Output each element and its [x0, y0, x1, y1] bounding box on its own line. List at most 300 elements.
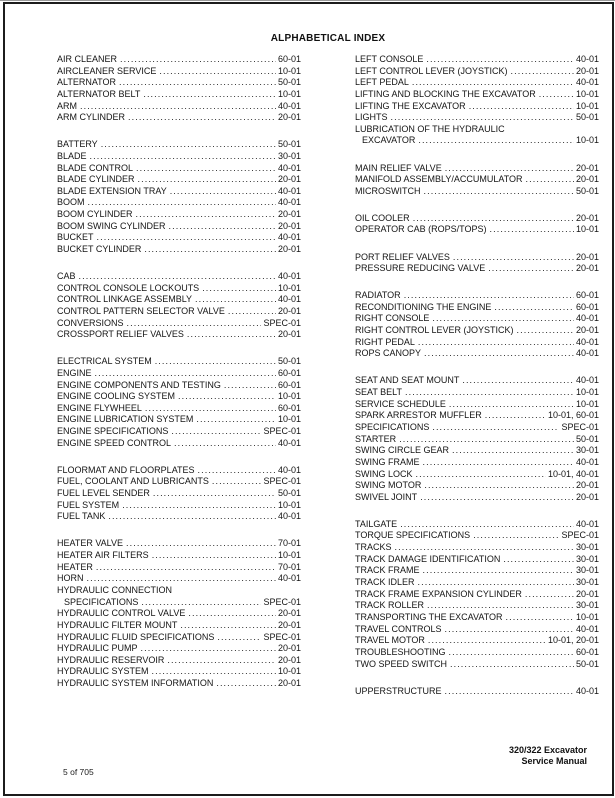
index-entry	[355, 101, 599, 113]
index-entry	[57, 391, 301, 403]
index-entry	[57, 197, 301, 209]
index-entry	[57, 112, 301, 124]
dot-leader	[95, 368, 276, 380]
entry-page-number: 40-01	[575, 375, 599, 386]
index-entry	[355, 290, 599, 302]
entry-label: BOOM SWING CYLINDER	[57, 220, 166, 231]
dot-leader	[97, 232, 276, 244]
entry-page-number: 40-01	[575, 518, 599, 529]
dot-leader	[445, 624, 574, 636]
entry-label: ARM	[57, 100, 77, 111]
entry-page-number: 10-01, 20-01	[547, 635, 599, 646]
dot-leader	[539, 89, 574, 101]
entry-page-number: 20-01	[277, 220, 301, 231]
entry-page-number: SPEC-01	[263, 596, 301, 607]
entry-page-number: 40-01	[277, 573, 301, 584]
entry-page-number: 20-01	[575, 491, 599, 502]
entry-page-number: 40-01	[277, 294, 301, 305]
entry-label: LUBRICATION OF THE HYDRAULIC	[355, 123, 505, 134]
index-section	[355, 290, 599, 360]
index-entry	[57, 221, 301, 233]
index-section	[57, 538, 301, 689]
dot-leader	[453, 252, 574, 264]
index-entry	[355, 313, 599, 325]
entry-label: HYDRAULIC FLUID SPECIFICATIONS	[57, 631, 215, 642]
index-entry	[355, 565, 599, 577]
entry-label: HYDRAULIC PUMP	[57, 643, 138, 654]
entry-label: BUCKET CYLINDER	[57, 244, 142, 254]
index-entry	[57, 318, 301, 330]
entry-label: MANIFOLD ASSEMBLY/ACCUMULATOR	[355, 174, 523, 185]
entry-label: FUEL, COOLANT AND LUBRICANTS	[57, 476, 209, 487]
index-entry	[57, 414, 301, 426]
entry-label: BLADE CONTROL	[57, 162, 134, 173]
entry-page-number: 10-01	[277, 499, 301, 510]
entry-label: HEATER VALVE	[57, 538, 124, 549]
index-entry	[355, 213, 599, 225]
index-entry	[57, 306, 301, 318]
dot-leader	[503, 554, 574, 566]
dot-leader	[143, 89, 276, 101]
dot-leader	[423, 565, 574, 577]
dot-leader	[136, 209, 276, 221]
dot-leader	[418, 135, 574, 147]
entry-label: LEFT CONSOLE	[355, 54, 424, 64]
entry-label: HYDRAULIC SYSTEM INFORMATION	[57, 678, 214, 689]
dot-leader	[418, 577, 574, 589]
entry-page-number: 10-01	[277, 88, 301, 99]
entry-page-number: 10-01	[277, 414, 301, 425]
entry-page-number: 20-01	[575, 251, 599, 262]
index-entry	[57, 174, 301, 186]
entry-label: BOOM CYLINDER	[57, 209, 133, 220]
entry-label: TRACK FRAME	[355, 565, 420, 576]
index-entry	[355, 325, 599, 337]
dot-leader	[473, 530, 559, 542]
dot-leader	[195, 294, 276, 306]
entry-label: LIFTING AND BLOCKING THE EXCAVATOR	[355, 88, 536, 99]
dot-leader	[445, 163, 574, 175]
document-title	[509, 745, 587, 767]
dot-leader	[420, 492, 574, 504]
entry-page-number: 40-01	[277, 185, 301, 196]
entry-page-number: 10-01	[277, 65, 301, 76]
dot-leader	[128, 112, 276, 124]
index-section	[355, 252, 599, 275]
entry-page-number: 60-01	[277, 54, 301, 64]
entry-page-number: 30-01	[575, 553, 599, 564]
entry-page-number: 40-01	[277, 232, 301, 243]
entry-page-number: 20-01	[575, 162, 599, 173]
index-entry	[355, 252, 599, 264]
index-entry	[355, 422, 599, 434]
index-entry	[355, 445, 599, 457]
index-section	[355, 686, 599, 698]
entry-label: UPPERSTRUCTURE	[355, 685, 442, 696]
scan-edge	[0, 0, 615, 1]
entry-label: MAIN RELIEF VALVE	[355, 162, 442, 173]
dot-leader	[488, 263, 574, 275]
entry-label: ALTERNATOR	[57, 77, 117, 88]
entry-label: OIL COOLER	[355, 212, 410, 223]
dot-leader	[127, 318, 262, 330]
entry-page-number: 20-01	[575, 263, 599, 274]
entry-label: RIGHT CONTROL LEVER (JOYSTICK)	[355, 325, 514, 336]
index-section	[355, 163, 599, 198]
dot-leader	[432, 313, 574, 325]
entry-label: MICROSWITCH	[355, 185, 421, 196]
dot-leader	[101, 139, 276, 151]
doc-title-line2: Service Manual	[521, 756, 587, 766]
entry-page-number: 30-01	[575, 565, 599, 576]
entry-label: PORT RELIEF VALVES	[355, 251, 450, 262]
index-section	[355, 519, 599, 670]
dot-leader	[506, 612, 574, 624]
index-entry	[355, 163, 599, 175]
entry-page-number: 20-01	[277, 608, 301, 619]
index-entry	[355, 457, 599, 469]
entry-label: ENGINE SPEED CONTROL	[57, 437, 172, 448]
entry-page-number: SPEC-01	[561, 421, 599, 432]
entry-label: TRAVEL CONTROLS	[355, 623, 442, 634]
index-entry	[355, 480, 599, 492]
index-entry	[355, 387, 599, 399]
index-entry	[57, 511, 301, 523]
entry-page-number: 30-01	[575, 600, 599, 611]
index-entry	[355, 659, 599, 671]
entry-page-number: 20-01	[277, 678, 301, 689]
dot-leader	[120, 54, 276, 66]
index-entry	[355, 375, 599, 387]
entry-label: AIRCLEANER SERVICE	[57, 65, 157, 76]
entry-page-number: 10-01	[277, 550, 301, 561]
entry-page-number: 10-01, 40-01	[547, 468, 599, 479]
entry-label: SWING FRAME	[355, 456, 420, 467]
dot-leader	[424, 186, 574, 198]
entry-page-number: 70-01	[277, 538, 301, 549]
entry-page-number: SPEC-01	[561, 530, 599, 541]
dot-leader	[405, 387, 574, 399]
index-entry	[57, 151, 301, 163]
entry-page-number: 20-01	[575, 588, 599, 599]
entry-page-number: 20-01	[575, 325, 599, 336]
entry-page-number: 10-01	[575, 611, 599, 622]
entry-label: CONVERSIONS	[57, 317, 124, 328]
dot-leader	[404, 290, 574, 302]
index-entry	[355, 224, 599, 236]
entry-label: STARTER	[355, 433, 397, 444]
entry-label: BLADE CYLINDER	[57, 174, 135, 185]
entry-page-number: 40-01	[575, 348, 599, 359]
entry-label: RIGHT CONSOLE	[355, 313, 430, 324]
index-column-right	[355, 54, 599, 697]
index-entry	[57, 139, 301, 151]
index-column-left	[57, 54, 301, 697]
entry-page-number: 20-01	[277, 305, 301, 316]
dot-leader	[494, 302, 574, 314]
dot-leader	[469, 101, 574, 113]
entry-label: ENGINE COMPONENTS AND TESTING	[57, 379, 221, 390]
index-entry	[57, 488, 301, 500]
index-entry	[57, 643, 301, 655]
entry-page-number: 50-01	[575, 658, 599, 669]
dot-leader	[167, 655, 276, 667]
entry-label: BATTERY	[57, 139, 98, 150]
index-section	[355, 213, 599, 236]
dot-leader	[462, 375, 574, 387]
entry-label: RIGHT PEDAL	[355, 336, 415, 347]
index-entry	[355, 492, 599, 504]
entry-page-number: 20-01	[575, 65, 599, 76]
entry-page-number: 60-01	[575, 301, 599, 312]
dot-leader	[96, 562, 276, 574]
dot-leader	[171, 426, 261, 438]
index-entry	[355, 186, 599, 198]
entry-label: OPERATOR CAB (ROPS/TOPS)	[355, 224, 487, 235]
entry-label: SWING CIRCLE GEAR	[355, 445, 450, 456]
entry-label: TRACKS	[355, 542, 392, 553]
entry-page-number: 10-01	[277, 282, 301, 293]
dot-leader	[152, 550, 276, 562]
entry-label: HYDRAULIC RESERVOIR	[57, 654, 165, 665]
dot-leader	[395, 542, 574, 554]
index-entry	[57, 232, 301, 244]
index-entry	[355, 542, 599, 554]
entry-label: TAILGATE	[355, 518, 398, 529]
entry-page-number: 10-01	[575, 135, 599, 146]
entry-label: TRACK IDLER	[355, 577, 415, 588]
entry-label: SPARK ARRESTOR MUFFLER	[355, 410, 482, 421]
doc-title-line1: 320/322 Excavator	[508, 745, 587, 755]
entry-page-number: 50-01	[575, 112, 599, 123]
dot-leader	[517, 325, 574, 337]
entry-page-number: 40-01	[277, 464, 301, 475]
dot-leader	[450, 659, 574, 671]
index-entry	[355, 469, 599, 481]
index-entry	[57, 678, 301, 690]
entry-label: HYDRAULIC FILTER MOUNT	[57, 619, 178, 630]
entry-label: FUEL SYSTEM	[57, 499, 120, 510]
index-entry	[355, 554, 599, 566]
dot-leader	[90, 151, 276, 163]
dot-leader	[138, 174, 276, 186]
index-entry	[355, 589, 599, 601]
entry-page-number: 20-01	[575, 212, 599, 223]
entry-page-number: 60-01	[575, 290, 599, 301]
entry-label: SERVICE SCHEDULE	[355, 398, 446, 409]
dot-leader	[141, 597, 261, 609]
dot-leader	[224, 380, 276, 392]
entry-label: HEATER	[57, 561, 93, 572]
entry-page-number: 10-01	[575, 387, 599, 398]
entry-label: LEFT CONTROL LEVER (JOYSTICK)	[355, 65, 508, 76]
index-entry	[355, 174, 599, 186]
dot-leader	[445, 686, 574, 698]
index-entry	[355, 54, 599, 66]
dot-leader	[212, 476, 262, 488]
dot-leader	[424, 348, 574, 360]
index-entry	[355, 612, 599, 624]
entry-page-number: 50-01	[277, 77, 301, 88]
page-number: 5 of 705	[63, 767, 94, 777]
dot-leader	[412, 77, 574, 89]
index-entry	[57, 538, 301, 550]
entry-page-number: 60-01	[277, 379, 301, 390]
dot-leader	[427, 600, 574, 612]
entry-page-number: 30-01	[575, 445, 599, 456]
entry-page-number: 50-01	[277, 139, 301, 150]
entry-label: SWING MOTOR	[355, 480, 422, 491]
dot-leader	[159, 66, 276, 78]
entry-label: SEAT BELT	[355, 387, 403, 398]
entry-page-number: 70-01	[277, 561, 301, 572]
index-entry	[355, 135, 599, 147]
entry-label: TRAVEL MOTOR	[355, 635, 425, 646]
entry-label: BLADE	[57, 150, 87, 161]
dot-leader	[424, 480, 574, 492]
entry-label: TRANSPORTING THE EXCAVATOR	[355, 611, 503, 622]
index-entry	[57, 356, 301, 368]
dot-leader	[490, 224, 574, 236]
entry-page-number: SPEC-01	[263, 426, 301, 437]
entry-page-number: 60-01	[277, 402, 301, 413]
entry-label: AIR CLEANER	[57, 54, 118, 64]
dot-leader	[180, 620, 276, 632]
entry-label: TRACK FRAME EXPANSION CYLINDER	[355, 588, 522, 599]
entry-page-number: 20-01	[277, 209, 301, 220]
entry-label: BUCKET	[57, 232, 94, 243]
index-entry	[355, 348, 599, 360]
entry-page-number: 10-01	[575, 224, 599, 235]
entry-label: ENGINE FLYWHEEL	[57, 402, 142, 413]
entry-label: RADIATOR	[355, 290, 401, 301]
entry-label: ALTERNATOR BELT	[57, 88, 141, 99]
dot-leader	[119, 77, 276, 89]
entry-label: EXCAVATOR	[362, 135, 416, 146]
entry-label: HYDRAULIC CONTROL VALVE	[57, 608, 186, 619]
entry-page-number: SPEC-01	[263, 631, 301, 642]
entry-page-number: 40-01	[575, 623, 599, 634]
entry-label: TWO SPEED SWITCH	[355, 658, 447, 669]
dot-leader	[170, 186, 276, 198]
entry-page-number: 20-01	[277, 112, 301, 123]
dot-leader	[80, 101, 276, 113]
index-entry	[355, 124, 599, 136]
entry-label: ARM CYLINDER	[57, 112, 126, 123]
entry-label: FLOORMAT AND FLOORPLATES	[57, 464, 195, 475]
index-entry	[57, 655, 301, 667]
dot-leader	[217, 632, 261, 644]
entry-page-number: 40-01	[575, 77, 599, 88]
entry-label: TROUBLESHOOTING	[355, 646, 446, 657]
index-entry	[355, 263, 599, 275]
entry-page-number: 20-01	[277, 244, 301, 254]
entry-label: SEAT AND SEAT MOUNT	[355, 375, 460, 386]
entry-page-number: 20-01	[575, 174, 599, 185]
dot-leader	[155, 356, 276, 368]
index-entry	[57, 283, 301, 295]
index-entry	[57, 597, 301, 609]
entry-label: CONTROL CONSOLE LOCKOUTS	[57, 282, 200, 293]
index-columns	[57, 54, 599, 697]
index-section	[57, 139, 301, 255]
index-entry	[57, 562, 301, 574]
entry-page-number: 50-01	[575, 185, 599, 196]
index-entry	[355, 89, 599, 101]
dot-leader	[126, 538, 276, 550]
dot-leader	[423, 457, 574, 469]
entry-page-number: 60-01	[277, 367, 301, 378]
index-entry	[57, 271, 301, 283]
index-entry	[355, 112, 599, 124]
page-title: ALPHABETICAL INDEX	[270, 33, 386, 44]
entry-page-number: 10-01	[277, 391, 301, 402]
index-entry	[57, 550, 301, 562]
index-section	[57, 54, 301, 124]
entry-label: SPECIFICATIONS	[355, 421, 430, 432]
entry-label: CAB	[57, 271, 76, 282]
index-section	[57, 465, 301, 523]
dot-leader	[418, 337, 574, 349]
entry-page-number: 50-01	[575, 433, 599, 444]
dot-leader	[188, 608, 276, 620]
index-entry	[57, 438, 301, 450]
index-entry	[57, 632, 301, 644]
dot-leader	[144, 244, 276, 256]
index-entry	[57, 608, 301, 620]
dot-leader	[108, 511, 276, 523]
entry-label: CONTROL PATTERN SELECTOR VALVE	[57, 305, 225, 316]
entry-label: HYDRAULIC CONNECTION	[57, 584, 173, 595]
dot-leader	[216, 678, 276, 690]
index-entry	[355, 399, 599, 411]
entry-label: SPECIFICATIONS	[64, 596, 139, 607]
index-entry	[57, 101, 301, 113]
entry-label: CROSSPORT RELIEF VALVES	[57, 329, 184, 340]
index-entry	[57, 89, 301, 101]
entry-label: BOOM	[57, 197, 85, 208]
dot-leader	[525, 589, 574, 601]
index-entry	[57, 66, 301, 78]
index-entry	[355, 519, 599, 531]
dot-leader	[449, 399, 574, 411]
index-entry	[57, 585, 301, 597]
index-entry	[57, 476, 301, 488]
dot-leader	[400, 519, 574, 531]
entry-page-number: 40-01	[575, 685, 599, 696]
entry-label: ENGINE SPECIFICATIONS	[57, 426, 169, 437]
entry-label: TRACK ROLLER	[355, 600, 425, 611]
dot-leader	[88, 197, 276, 209]
entry-page-number: SPEC-01	[263, 317, 301, 328]
entry-label: FUEL TANK	[57, 511, 106, 522]
index-entry	[355, 302, 599, 314]
entry-label: HYDRAULIC SYSTEM	[57, 666, 149, 677]
dot-leader	[152, 666, 276, 678]
entry-label: TORQUE SPECIFICATIONS	[355, 530, 471, 541]
entry-page-number: 40-01	[277, 100, 301, 111]
index-entry	[355, 410, 599, 422]
entry-page-number: 20-01	[277, 654, 301, 665]
dot-leader	[449, 647, 574, 659]
index-entry	[57, 426, 301, 438]
index-entry	[355, 624, 599, 636]
entry-label: ROPS CANOPY	[355, 348, 422, 359]
entry-label: ELECTRICAL SYSTEM	[57, 356, 152, 367]
entry-page-number: 40-01	[277, 197, 301, 208]
dot-leader	[485, 410, 546, 422]
dot-leader	[391, 112, 574, 124]
